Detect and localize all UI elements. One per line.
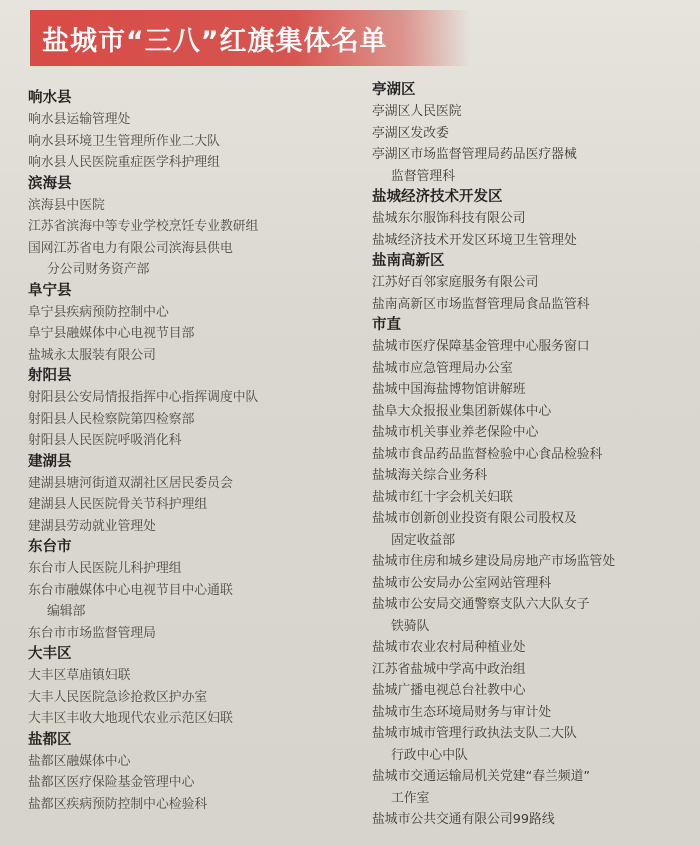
honoree-entry: 盐城市城市管理行政执法支队二大队 [372,726,577,741]
district-heading: 盐城经济技术开发区 [372,189,503,205]
honoree-entry: 国网江苏省电力有限公司滨海县供电 [28,240,233,256]
honoree-entry: 江苏省滨海中等专业学校烹饪专业教研组 [28,219,259,234]
honoree-entry: 亭湖区人民医院 [372,104,462,119]
district-section [28,174,348,281]
honoree-entry: 盐城永太服装有限公司 [28,347,156,363]
honoree-entry: 江苏好百邻家庭服务有限公司 [372,275,539,290]
honoree-entry: 盐城市医疗保障基金管理中心服务窗口 [372,339,590,354]
district-heading: 建湖县 [28,453,72,470]
honoree-entry-continuation: 工作室 [391,790,430,806]
honoree-entry: 阜宁县融媒体中心电视节目部 [28,326,195,341]
honoree-entry: 建湖县塘河街道双湖社区居民委员会 [28,475,233,491]
district-heading: 响水县 [28,90,72,106]
honoree-entry: 盐城市交通运输局机关党建“春兰频道” [372,769,591,784]
honoree-entry: 东台市市场监督管理局 [28,625,156,641]
honoree-entry: 大丰区草庙镇妇联 [28,668,131,683]
honoree-entry-continuation: 固定收益部 [391,532,455,548]
honoree-entry: 盐城市应急管理局办公室 [372,360,513,376]
honoree-entry: 盐城市公安局办公室网站管理科 [372,575,552,591]
district-heading: 亭湖区 [372,82,416,98]
honoree-entry: 盐阜大众报报业集团新媒体中心 [372,403,552,419]
right-column [372,80,692,831]
district-heading: 盐都区 [28,731,72,748]
honoree-entry: 盐城市住房和城乡建设局房地产市场监管处 [372,554,616,569]
honoree-entry-continuation: 铁骑队 [391,618,430,634]
district-section [372,315,692,831]
honoree-entry: 江苏省盐城中学高中政治组 [372,661,526,677]
page-title: 盐城市“三八”红旗集体名单 [42,25,388,57]
district-section [28,644,348,730]
honoree-entry: 盐城海关综合业务科 [372,468,488,483]
district-heading: 大丰区 [28,646,72,662]
honoree-entry: 盐城市生态环境局财务与审计处 [372,704,552,720]
honoree-entry: 建湖县人民医院骨关节科护理组 [28,497,208,512]
honoree-entry: 盐城市公共交通有限公司99路线 [372,812,555,827]
honoree-entry: 东台市融媒体中心电视节目中心通联 [28,582,233,598]
honoree-entry: 响水县环境卫生管理所作业二大队 [28,133,220,149]
district-heading: 盐南高新区 [372,253,445,269]
honoree-entry: 盐城中国海盐博物馆讲解班 [372,382,526,397]
honoree-entry: 滨海县中医院 [28,197,105,213]
district-section [372,251,692,315]
honoree-entry: 射阳县公安局情报指挥中心指挥调度中队 [28,390,259,405]
district-section [28,88,348,174]
honoree-entry: 盐南高新区市场监督管理局食品监管科 [372,296,590,312]
title-banner [30,10,470,66]
honoree-entry: 大丰区丰收大地现代农业示范区妇联 [28,711,233,726]
honoree-entry: 盐城市农业农村局种植业处 [372,640,526,655]
honoree-entry: 盐都区疾病预防控制中心检验科 [28,796,208,812]
honoree-entry-continuation: 监督管理科 [391,168,455,184]
honoree-entry: 盐城市食品药品监督检验中心食品检验科 [372,446,603,462]
honoree-entry: 亭湖区市场监督管理局药品医疗器械 [372,147,577,162]
honoree-entry: 响水县人民医院重症医学科护理组 [28,155,220,170]
left-column [28,88,348,815]
honoree-entry: 响水县运输管理处 [28,112,131,127]
honoree-entry: 阜宁县疾病预防控制中心 [28,304,169,320]
honoree-entry: 盐城市红十字会机关妇联 [372,489,513,505]
district-section [372,187,692,251]
honoree-entry-continuation: 编辑部 [47,604,86,619]
honoree-entry: 盐城广播电视总台社教中心 [372,683,526,698]
district-section [28,281,348,367]
district-section [28,452,348,538]
district-section [28,730,348,816]
district-heading: 滨海县 [28,175,72,192]
district-heading: 市直 [372,317,401,333]
honoree-entry-continuation: 行政中心中队 [391,747,468,763]
honoree-entry: 盐都区医疗保险基金管理中心 [28,775,195,790]
honoree-entry-continuation: 分公司财务资产部 [47,262,150,277]
honoree-entry: 盐城市创新创业投资有限公司股权及 [372,511,577,526]
district-section [28,537,348,644]
honoree-entry: 亭湖区发改委 [372,125,449,141]
honoree-entry: 盐城市公安局交通警察支队六大队女子 [372,597,590,612]
honoree-entry: 大丰人民医院急诊抢救区护办室 [28,689,208,705]
honoree-entry: 建湖县劳动就业管理处 [28,518,156,534]
honoree-entry: 盐城东尔服饰科技有限公司 [372,211,526,226]
district-heading: 东台市 [28,539,72,555]
district-heading: 阜宁县 [28,282,72,299]
honoree-entry: 盐都区融媒体中心 [28,753,131,769]
honoree-entry: 东台市人民医院儿科护理组 [28,561,182,576]
district-heading: 射阳县 [28,368,72,384]
district-section [372,80,692,187]
honoree-entry: 射阳县人民医院呼吸消化科 [28,433,182,448]
honoree-entry: 盐城市机关事业养老保险中心 [372,425,539,440]
honoree-entry: 射阳县人民检察院第四检察部 [28,411,195,427]
honoree-entry: 盐城经济技术开发区环境卫生管理处 [372,232,577,248]
district-section [28,366,348,452]
